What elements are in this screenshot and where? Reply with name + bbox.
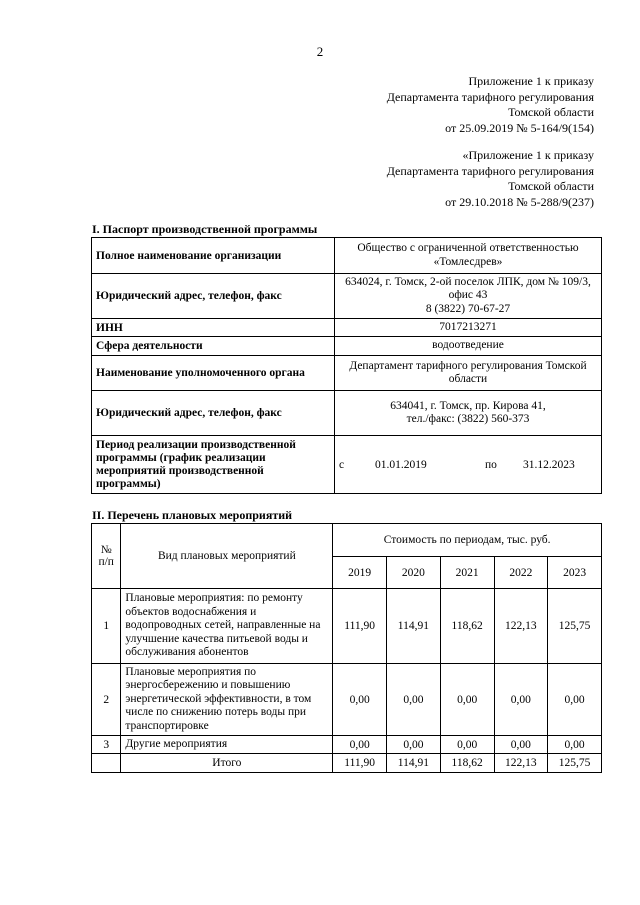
table-row bbox=[92, 238, 602, 274]
table-row bbox=[92, 436, 602, 494]
year-header: 2019 bbox=[333, 557, 387, 589]
total-label: Итого bbox=[121, 754, 333, 773]
kind-header: Вид плановых мероприятий bbox=[121, 524, 333, 589]
year-header: 2020 bbox=[387, 557, 441, 589]
activity-label: Сфера деятельности bbox=[92, 337, 335, 356]
row-value: 125,75 bbox=[548, 589, 602, 664]
table-row bbox=[92, 274, 602, 319]
value-line: тел./факс: (3822) 560-373 bbox=[406, 413, 530, 425]
org-address-label: Юридический адрес, телефон, факс bbox=[92, 274, 335, 319]
table-row bbox=[92, 589, 602, 664]
value-line: 8 (3822) 70-67-27 bbox=[425, 302, 511, 315]
row-value: 0,00 bbox=[333, 664, 387, 736]
page-number: 2 bbox=[316, 44, 324, 59]
row-value: 111,90 bbox=[333, 589, 387, 664]
appendix-line: Департамента тарифного регулирования bbox=[386, 89, 594, 104]
table-row bbox=[92, 356, 602, 391]
row-value: 0,00 bbox=[494, 664, 548, 736]
value-line: 634024, г. Томск, 2-ой поселок ЛПК, дом № 109/3, bbox=[345, 275, 591, 288]
period-to-word: по bbox=[485, 458, 497, 471]
row-num: 2 bbox=[92, 664, 121, 736]
row-value: 114,91 bbox=[387, 589, 441, 664]
appendix-line: «Приложение 1 к приказу bbox=[462, 148, 594, 162]
appendix-current-header bbox=[387, 74, 594, 136]
row-value: 0,00 bbox=[440, 736, 494, 754]
row-value: 0,00 bbox=[387, 736, 441, 754]
total-row bbox=[92, 754, 602, 773]
planned-measures-table bbox=[91, 523, 602, 773]
total-value: 114,91 bbox=[387, 754, 441, 773]
row-value: 0,00 bbox=[387, 664, 441, 736]
row-value: 0,00 bbox=[440, 664, 494, 736]
org-address-value bbox=[335, 274, 602, 319]
row-desc: Плановые мероприятия по энергосбережению и повышению энергетической эффективности, в том числе по снижению потерь воды при транспортировке bbox=[121, 664, 333, 736]
appendix-line: Томской области bbox=[508, 105, 594, 119]
period-from-date: 01.01.2019 bbox=[375, 458, 427, 471]
row-value: 118,62 bbox=[440, 589, 494, 664]
row-value: 0,00 bbox=[548, 736, 602, 754]
period-label: Период реализации производственной программы (график реализации мероприятий производственной программы) bbox=[92, 436, 335, 494]
authority-address-label: Юридический адрес, телефон, факс bbox=[92, 391, 335, 436]
org-name-label: Полное наименование организации bbox=[92, 238, 335, 274]
org-name-value bbox=[335, 238, 602, 274]
total-value: 118,62 bbox=[440, 754, 494, 773]
period-to-date: 31.12.2023 bbox=[523, 458, 575, 471]
total-value: 125,75 bbox=[548, 754, 602, 773]
row-value: 0,00 bbox=[333, 736, 387, 754]
table-row bbox=[92, 337, 602, 356]
passport-table bbox=[91, 237, 602, 494]
value-line: «Томлесдрев» bbox=[433, 255, 503, 268]
row-value: 0,00 bbox=[494, 736, 548, 754]
authority-address-value bbox=[335, 391, 602, 436]
table-row bbox=[92, 664, 602, 736]
value-line: 634041, г. Томск, пр. Кирова 41, bbox=[390, 399, 546, 412]
table-row bbox=[92, 319, 602, 337]
period-value bbox=[335, 436, 602, 494]
value-line: области bbox=[448, 373, 488, 385]
authority-value bbox=[335, 356, 602, 391]
num-header: № п/п bbox=[92, 524, 121, 589]
row-value: 0,00 bbox=[548, 664, 602, 736]
value-line: Департамент тарифного регулирования Томской bbox=[349, 359, 587, 372]
value-line: офис 43 bbox=[448, 289, 488, 302]
year-header: 2023 bbox=[548, 557, 602, 589]
total-value: 122,13 bbox=[494, 754, 548, 773]
header-row bbox=[92, 524, 602, 557]
appendix-line: от 29.10.2018 № 5-288/9(237) bbox=[445, 194, 594, 209]
total-empty bbox=[92, 754, 121, 773]
section2-title: II. Перечень плановых мероприятий bbox=[92, 508, 293, 522]
table-row bbox=[92, 391, 602, 436]
row-desc: Другие мероприятия bbox=[121, 736, 333, 754]
value-line: Общество с ограниченной ответственностью bbox=[357, 242, 579, 254]
row-value: 122,13 bbox=[494, 589, 548, 664]
activity-value: водоотведение bbox=[335, 337, 602, 356]
total-value: 111,90 bbox=[333, 754, 387, 773]
appendix-line: Томской области bbox=[508, 179, 594, 193]
row-num: 1 bbox=[92, 589, 121, 664]
year-header: 2021 bbox=[440, 557, 494, 589]
year-header: 2022 bbox=[494, 557, 548, 589]
row-desc: Плановые мероприятия: по ремонту объектов водоснабжения и водопроводных сетей, направленные на улучшение качества питьевой воды и обслуживания абонентов bbox=[121, 589, 333, 664]
authority-label: Наименование уполномоченного органа bbox=[92, 356, 335, 391]
appendix-line: Приложение 1 к приказу bbox=[468, 74, 594, 88]
appendix-line: от 25.09.2019 № 5-164/9(154) bbox=[445, 120, 594, 135]
section1-title: I. Паспорт производственной программы bbox=[92, 222, 318, 236]
appendix-previous-header bbox=[387, 148, 594, 210]
appendix-line: Департамента тарифного регулирования bbox=[386, 163, 594, 178]
period-from-word: с bbox=[339, 458, 345, 471]
cost-header: Стоимость по периодам, тыс. руб. bbox=[333, 524, 602, 557]
row-num: 3 bbox=[92, 736, 121, 754]
inn-value: 7017213271 bbox=[335, 319, 602, 337]
inn-label: ИНН bbox=[92, 319, 335, 337]
table-row bbox=[92, 736, 602, 754]
